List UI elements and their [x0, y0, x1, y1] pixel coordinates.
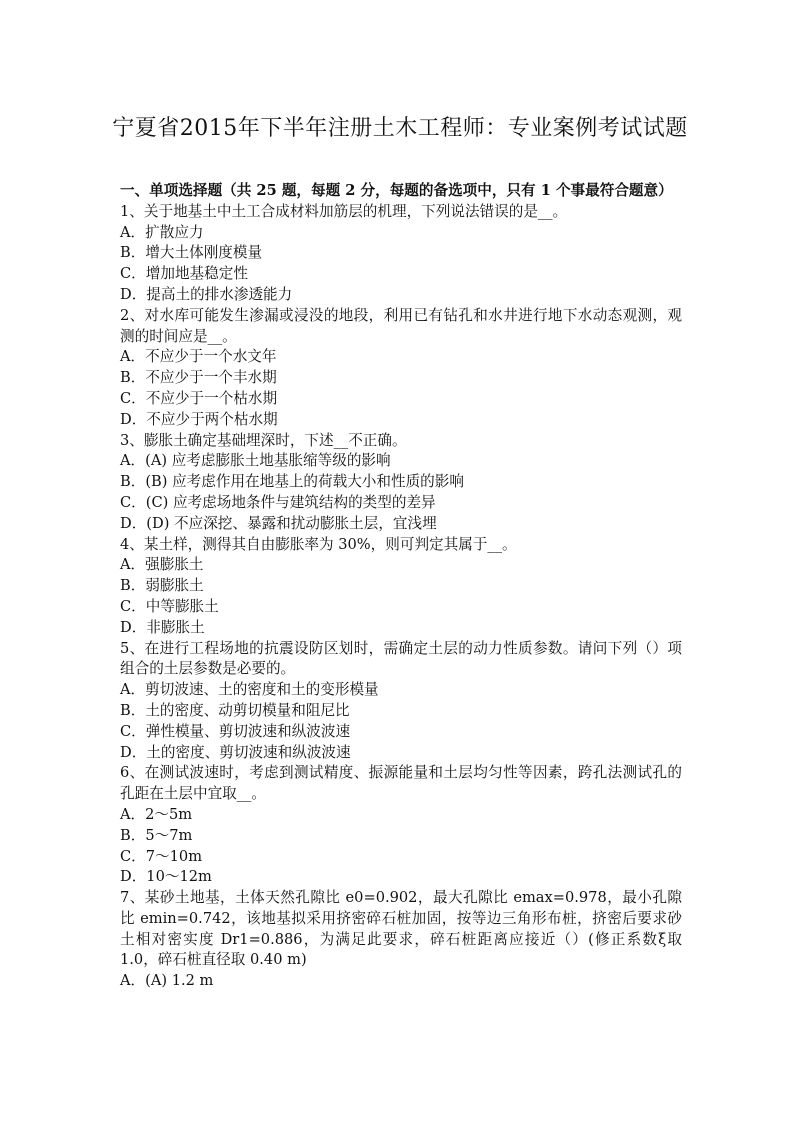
section-heading: 一、单项选择题（共 25 题，每题 2 分，每题的备选项中，只有 1 个事最符合题意） — [120, 182, 673, 199]
question-7 — [120, 888, 682, 992]
option-a: A．(A) 1.2 m — [120, 972, 214, 990]
option-b: B．5～7m — [120, 826, 193, 844]
option-d: D．提高土的排水渗透能力 — [120, 285, 293, 303]
option-b: B．不应少于一个丰水期 — [120, 369, 277, 387]
option-a: A．强膨胀土 — [120, 556, 204, 574]
option-b: B．增大土体刚度模量 — [120, 244, 263, 262]
option-b: B．土的密度、动剪切模量和阻尼比 — [120, 701, 350, 719]
document-title: 宁夏省2015年下半年注册土木工程师：专业案例考试试题 — [112, 116, 688, 141]
exam-content — [120, 181, 682, 992]
option-b: B．弱膨胀土 — [120, 577, 204, 595]
option-d: D．土的密度、剪切波速和纵波波速 — [120, 743, 351, 761]
option-d: D．10～12m — [120, 868, 212, 886]
question-stem: 5、在进行工程场地的抗震设防区划时，需确定土层的动力性质参数。请问下列（）项组合的土层参数是必要的。 — [120, 639, 682, 678]
question-2 — [120, 306, 682, 431]
option-d: D．不应少于两个枯水期 — [120, 410, 278, 428]
question-4 — [120, 535, 682, 639]
option-d: D．(D) 不应深挖、暴露和扰动膨胀土层，宜浅埋 — [120, 514, 437, 532]
option-b: B．(B) 应考虑作用在地基上的荷载大小和性质的影响 — [120, 473, 464, 491]
question-stem: 2、对水库可能发生渗漏或浸没的地段，利用已有钻孔和水井进行地下水动态观测，观测的时间应是__。 — [120, 306, 682, 345]
option-c: C．7～10m — [120, 847, 203, 865]
option-a: A．不应少于一个水文年 — [120, 348, 277, 366]
question-stem: 1、关于地基土中土工合成材料加筋层的机理，下列说法错误的是__。 — [120, 202, 568, 220]
option-a: A．2～5m — [120, 805, 193, 823]
question-5 — [120, 639, 682, 764]
question-stem: 7、某砂土地基，土体天然孔隙比 e0=0.902，最大孔隙比 emax=0.978，最小孔隙比 emin=0.742，该地基拟采用挤密碎石桩加固，按等边三角形布桩，挤密后要求砂土相对密实度 Dr1=0.886，为满足此要求，碎石桩距离应接近（）(修正系数ξ取 1.0，碎石桩直径取 0.40 m) — [120, 889, 682, 969]
option-d: D．非膨胀土 — [120, 618, 205, 636]
option-c: C．(C) 应考虑场地条件与建筑结构的类型的差异 — [120, 493, 436, 511]
question-stem: 4、某土样，测得其自由膨胀率为 30%，则可判定其属于__。 — [120, 535, 517, 553]
option-c: C．弹性模量、剪切波速和纵波波速 — [120, 722, 351, 740]
option-a: A．(A) 应考虑膨胀土地基胀缩等级的影响 — [120, 452, 391, 470]
question-stem: 6、在测试波速时，考虑到测试精度、振源能量和土层均匀性等因素，跨孔法测试孔的孔距在土层中宜取__。 — [120, 764, 682, 803]
question-6 — [120, 763, 682, 888]
option-c: C．增加地基稳定性 — [120, 265, 248, 283]
option-c: C．不应少于一个枯水期 — [120, 389, 278, 407]
question-3 — [120, 431, 682, 535]
option-c: C．中等膨胀土 — [120, 597, 219, 615]
option-a: A．扩散应力 — [120, 223, 204, 241]
question-1 — [120, 202, 682, 306]
option-a: A．剪切波速、土的密度和土的变形模量 — [120, 681, 379, 699]
question-stem: 3、膨胀土确定基础埋深时，下述__不正确。 — [120, 431, 407, 449]
